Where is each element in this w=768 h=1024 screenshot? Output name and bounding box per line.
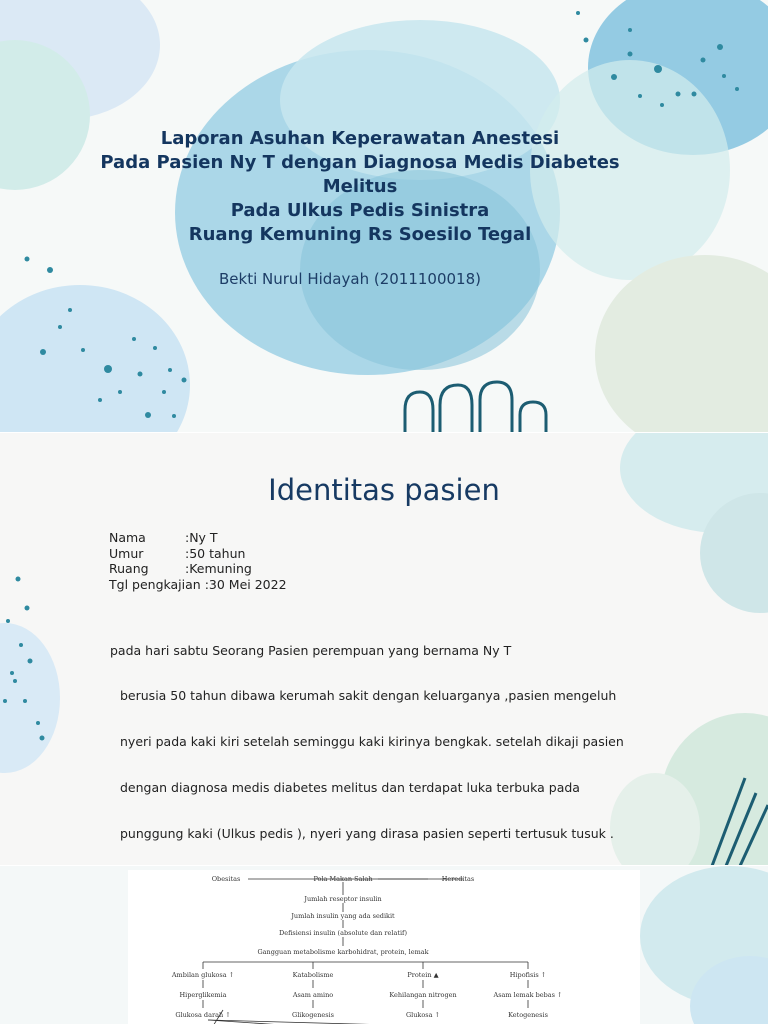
title-line-4: Pada Ulkus Pedis Sinistra (230, 200, 490, 221)
flowchart-node: Protein ▲ (407, 971, 439, 979)
flowchart-node: Pola Makan Salah (313, 875, 373, 883)
description-line: dengan diagnosa medis diabetes melitus dan terdapat luka terbuka pada (120, 780, 580, 796)
identity-key: Ruang (109, 561, 149, 576)
flowchart-node: Hereditas (441, 875, 475, 883)
flowchart-node: Hipofisis ↑ (509, 971, 547, 979)
flowchart-node: Jumlah insulin yang ada sedikit (291, 912, 395, 920)
identity-key: Umur (109, 545, 144, 561)
case-description (110, 612, 650, 866)
slide-title: Identitas pasien (268, 473, 500, 507)
flowchart-node: Glukosa darah ↑ (175, 1011, 231, 1019)
identity-row-umur (109, 546, 287, 562)
description-line: pada hari sabtu Seorang Pasien perempuan yang bernama Ny T (110, 642, 512, 658)
flowchart-node: Obesitas (211, 875, 241, 883)
presentation-title (50, 127, 670, 247)
identity-row-nama (109, 530, 287, 546)
title-line-2: Pada Pasien Ny T dengan Diagnosa Medis Diabetes (100, 152, 620, 173)
title-line-5: Ruang Kemuning Rs Soesilo Tegal (188, 224, 532, 245)
description-line: nyeri pada kaki kiri setelah seminggu kaki kirinya bengkak. setelah dikaji pasien (120, 734, 624, 750)
identity-key: Nama (109, 530, 146, 545)
author-line: Bekti Nurul Hidayah (2011100018) (218, 270, 481, 288)
description-line: berusia 50 tahun dibawa kerumah sakit dengan keluarganya ,pasien mengeluh (120, 688, 617, 704)
flowchart-node: Ambilan glukosa ↑ (171, 971, 235, 979)
flowchart-node: Kehilangan nitrogen (389, 991, 457, 999)
identity-slide (0, 433, 768, 866)
flowchart-node: Jumlah reseptor insulin (304, 895, 382, 903)
flowchart-diagram (128, 870, 640, 1024)
title-line-3: Melitus (322, 176, 398, 197)
flowchart-node: Asam lemak bebas ↑ (493, 991, 563, 999)
flowchart-node: Gangguan metabolisme karbohidrat, protein, lemak (257, 948, 429, 956)
flowchart-node: Defisiensi insulin (absolute dan relatif) (279, 929, 407, 937)
identity-value: :Kemuning (185, 561, 252, 576)
identity-value: :30 Mei 2022 (204, 576, 287, 592)
identity-row-tgl (109, 577, 287, 593)
title-slide (0, 0, 768, 433)
identity-key: Tgl pengkajian (109, 576, 201, 592)
pathophysiology-flowchart (128, 870, 640, 1024)
flowchart-node: Glukosa ↑ (405, 1011, 441, 1019)
flowchart-node: Hiperglikemia (179, 991, 227, 999)
pathway-slide (0, 866, 768, 1024)
identity-value: :50 tahun (185, 545, 246, 561)
title-line-1: Laporan Asuhan Keperawatan Anestesi (160, 128, 560, 149)
identity-value: :Ny T (185, 530, 218, 545)
flowchart-node: Katabolisme (292, 971, 334, 979)
patient-identity (109, 530, 287, 592)
flowchart-node: Ketogenesis (508, 1011, 548, 1019)
flowchart-node: Glikogenesis (292, 1011, 334, 1019)
flowchart-node: Asam amino (292, 991, 334, 999)
identity-row-ruang (109, 561, 287, 577)
description-line: punggung kaki (Ulkus pedis ), nyeri yang dirasa pasien seperti tertusuk tusuk . (120, 826, 614, 842)
